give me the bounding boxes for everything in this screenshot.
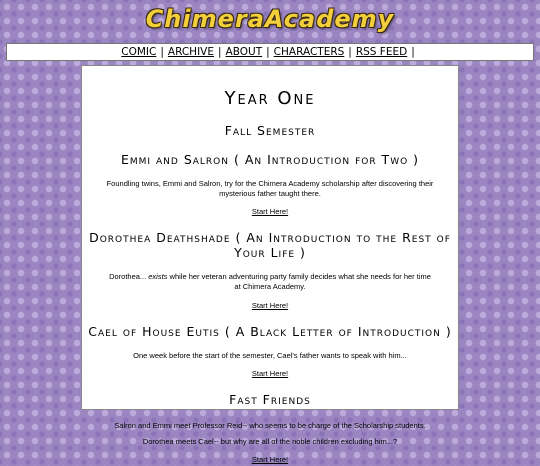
- story-entry: [82, 392, 458, 466]
- story-title: Emmi and Salron ( An Introduction for Two ): [120, 152, 420, 167]
- nav-separator: |: [348, 46, 352, 58]
- story-entry: [82, 230, 458, 311]
- story-description: Dorothea meets Cael-- but why are all of the noble children excluding him...?: [142, 436, 398, 446]
- nav-rss-feed-link[interactable]: RSS FEED: [355, 46, 408, 58]
- nav-about-link[interactable]: ABOUT: [225, 46, 263, 58]
- story-title: Fast Friends: [229, 391, 311, 407]
- nav-archive-link[interactable]: ARCHIVE: [167, 46, 214, 58]
- story-entry: [82, 324, 458, 380]
- start-here-link[interactable]: Start Here!: [251, 300, 289, 310]
- story-description: One week before the start of the semester, Cael's father wants to speak with him...: [133, 350, 407, 360]
- start-here-link[interactable]: Start Here!: [251, 368, 289, 378]
- story-description: Foundling twins, Emmi and Salron, try for the Chimera Academy scholarship after discovering their mysterious father taught there.: [106, 179, 434, 199]
- nav-comic-link[interactable]: COMIC: [121, 46, 157, 58]
- archive-panel: [81, 65, 459, 464]
- story-entry: [82, 152, 458, 218]
- nav-separator: |: [160, 46, 164, 58]
- page-title: Year One: [224, 88, 316, 109]
- main-nav: [6, 43, 534, 61]
- nav-separator: |: [411, 46, 415, 58]
- story-description: Dorothea... exists while her veteran adventuring party family decides what she needs for her time at Chimera Academy.: [109, 272, 431, 292]
- nav-characters-link[interactable]: CHARACTERS: [273, 46, 345, 58]
- story-title: Dorothea Deathshade ( An Introduction to the Rest of Your Life ): [89, 230, 451, 261]
- story-description: Salron and Emmi meet Professor Reid-- who seems to be charge of the Scholarship students.: [114, 420, 426, 430]
- emphasis-text: exists: [148, 272, 168, 282]
- start-here-link[interactable]: Start Here!: [251, 207, 289, 217]
- logo-text: ChimeraAcademy: [145, 5, 395, 33]
- semester-heading: Fall Semester: [224, 123, 316, 138]
- nav-separator: |: [218, 46, 222, 58]
- site-logo[interactable]: [0, 0, 540, 38]
- start-here-link[interactable]: Start Here!: [251, 454, 289, 464]
- story-title: Cael of House Eutis ( A Black Letter of Introduction ): [88, 323, 452, 339]
- nav-separator: |: [266, 46, 270, 58]
